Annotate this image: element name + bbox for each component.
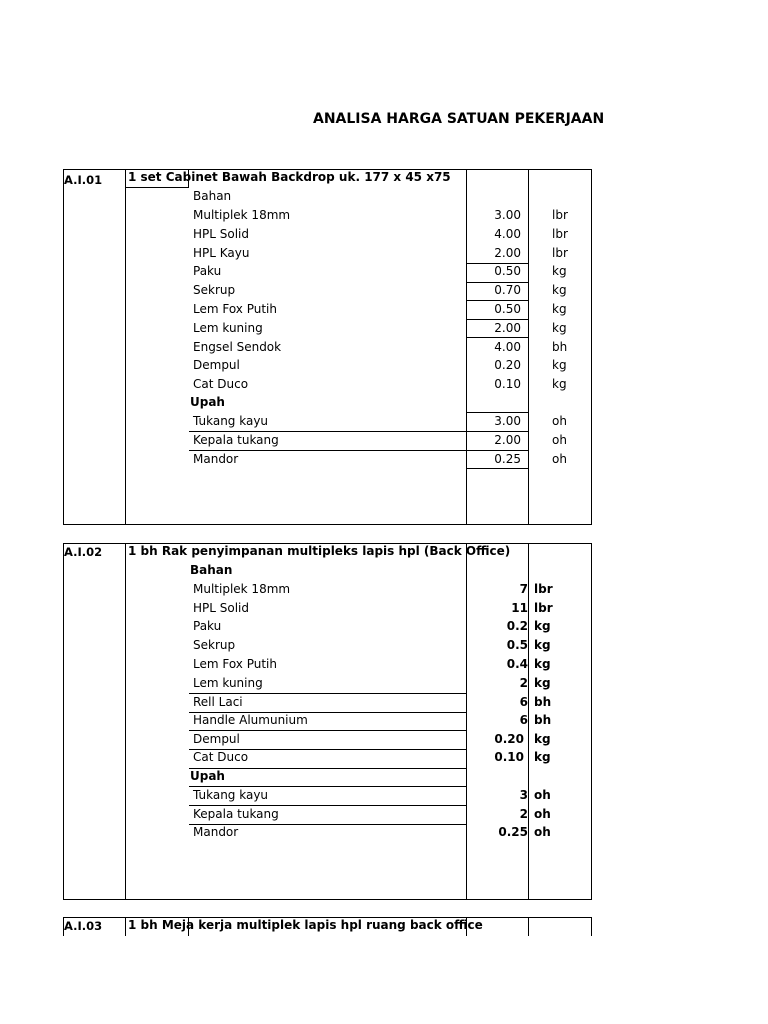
list-item [63, 581, 592, 599]
item-unit: kg [552, 283, 567, 297]
item-qty: 6 [519, 695, 528, 709]
list-item [63, 451, 592, 469]
item-name: Upah [190, 769, 225, 783]
item-unit: kg [534, 619, 551, 633]
list-item [63, 320, 592, 338]
list-item [63, 357, 592, 375]
list-item [63, 226, 592, 244]
item-name: Lem Fox Putih [193, 302, 277, 316]
list-item [63, 749, 592, 767]
list-item [63, 413, 592, 431]
item-qty: 3.00 [494, 208, 521, 222]
page-title: ANALISA HARGA SATUAN PEKERJAAN [313, 111, 605, 127]
item-qty: 4.00 [494, 340, 521, 354]
item-qty: 0.50 [494, 302, 521, 316]
list-item [63, 245, 592, 263]
item-name: Cat Duco [193, 377, 249, 391]
item-qty: 2.00 [494, 433, 521, 447]
item-unit: oh [552, 433, 567, 447]
item-unit: kg [534, 638, 551, 652]
item-name: Mandor [193, 825, 239, 839]
item-unit: oh [534, 825, 551, 839]
item-qty: 2.00 [494, 321, 521, 335]
list-item [63, 637, 592, 655]
item-name: Paku [193, 619, 222, 633]
list-item [63, 562, 592, 580]
item-name: HPL Solid [193, 601, 250, 615]
item-unit: lbr [552, 246, 568, 260]
section-code: A.I.02 [64, 545, 103, 559]
item-name: Lem kuning [193, 321, 263, 335]
list-item [63, 806, 592, 824]
section-code: A.I.03 [64, 919, 103, 933]
item-unit: kg [534, 750, 551, 764]
list-item [63, 432, 592, 450]
list-item [63, 694, 592, 712]
item-name: Tukang kayu [193, 414, 269, 428]
item-name: Rell Laci [193, 695, 243, 709]
item-unit: oh [534, 807, 551, 821]
item-name: Dempul [193, 732, 240, 746]
item-qty: 0.50 [494, 264, 521, 278]
list-item [63, 768, 592, 786]
list-item [63, 339, 592, 357]
item-unit: lbr [552, 208, 568, 222]
item-name: Multiplek 18mm [193, 208, 291, 222]
item-qty: 4.00 [494, 227, 521, 241]
item-unit: oh [552, 414, 567, 428]
section-title: 1 bh Rak penyimpanan multipleks lapis hpl (Back Office) [128, 544, 511, 558]
item-name: Lem Fox Putih [193, 657, 277, 671]
item-name: Bahan [193, 189, 232, 203]
item-name: Handle Alumunium [193, 713, 308, 727]
item-qty: 0.2 [506, 619, 528, 633]
list-item [63, 301, 592, 319]
item-qty: 2 [519, 807, 528, 821]
item-unit: bh [552, 340, 568, 354]
item-qty: 6 [519, 713, 528, 727]
list-item [63, 675, 592, 693]
item-unit: bh [534, 713, 552, 727]
item-unit: kg [534, 657, 551, 671]
list-item [63, 712, 592, 730]
item-unit: oh [552, 452, 567, 466]
item-qty: 0.10 [494, 377, 521, 391]
item-qty: 0.70 [494, 283, 521, 297]
list-item [63, 282, 592, 300]
list-item [63, 376, 592, 394]
item-qty: 0.10 [494, 750, 524, 764]
item-qty: 2 [519, 676, 528, 690]
list-item [63, 656, 592, 674]
list-item [63, 787, 592, 805]
section-a-i-01 [63, 169, 592, 525]
item-unit: kg [552, 358, 567, 372]
item-qty: 0.5 [506, 638, 528, 652]
item-qty: 7 [519, 582, 528, 596]
section-code: A.I.01 [64, 173, 103, 187]
item-unit: bh [534, 695, 552, 709]
list-item [63, 263, 592, 281]
item-qty: 3 [519, 788, 528, 802]
item-name: Dempul [193, 358, 240, 372]
item-name: Lem kuning [193, 676, 263, 690]
list-item [63, 731, 592, 749]
item-unit: kg [552, 264, 567, 278]
item-name: Paku [193, 264, 222, 278]
section-a-i-03 [63, 917, 592, 936]
item-name: Sekrup [193, 283, 236, 297]
item-name: HPL Kayu [193, 246, 250, 260]
item-unit: lbr [534, 582, 553, 596]
item-name: Multiplek 18mm [193, 582, 291, 596]
item-unit: kg [552, 321, 567, 335]
item-name: Cat Duco [193, 750, 249, 764]
item-unit: lbr [534, 601, 553, 615]
item-name: Mandor [193, 452, 239, 466]
section-a-i-02 [63, 543, 592, 900]
item-name: Kepala tukang [193, 807, 279, 821]
list-item [63, 600, 592, 618]
section-title: 1 set Cabinet Bawah Backdrop uk. 177 x 45 x75 [128, 170, 451, 184]
item-qty: 11 [511, 601, 528, 615]
item-unit: kg [552, 302, 567, 316]
list-item [63, 394, 592, 412]
item-qty: 0.20 [494, 732, 524, 746]
item-qty: 0.4 [506, 657, 528, 671]
list-item [63, 618, 592, 636]
item-qty: 3.00 [494, 414, 521, 428]
item-unit: kg [534, 676, 551, 690]
item-unit: lbr [552, 227, 568, 241]
item-name: Kepala tukang [193, 433, 279, 447]
list-item [63, 188, 592, 206]
item-qty: 0.25 [494, 452, 521, 466]
item-name: Tukang kayu [193, 788, 269, 802]
list-item [63, 824, 592, 842]
item-name: Bahan [190, 563, 233, 577]
section-title: 1 bh Meja kerja multiplek lapis hpl ruang back office [128, 918, 483, 932]
list-item [63, 207, 592, 225]
item-name: Upah [190, 395, 225, 409]
item-name: HPL Solid [193, 227, 250, 241]
item-unit: kg [534, 732, 551, 746]
item-name: Sekrup [193, 638, 236, 652]
item-name: Engsel Sendok [193, 340, 282, 354]
item-unit: kg [552, 377, 567, 391]
item-qty: 0.20 [494, 358, 521, 372]
item-qty: 2.00 [494, 246, 521, 260]
item-qty: 0.25 [498, 825, 528, 839]
item-unit: oh [534, 788, 551, 802]
